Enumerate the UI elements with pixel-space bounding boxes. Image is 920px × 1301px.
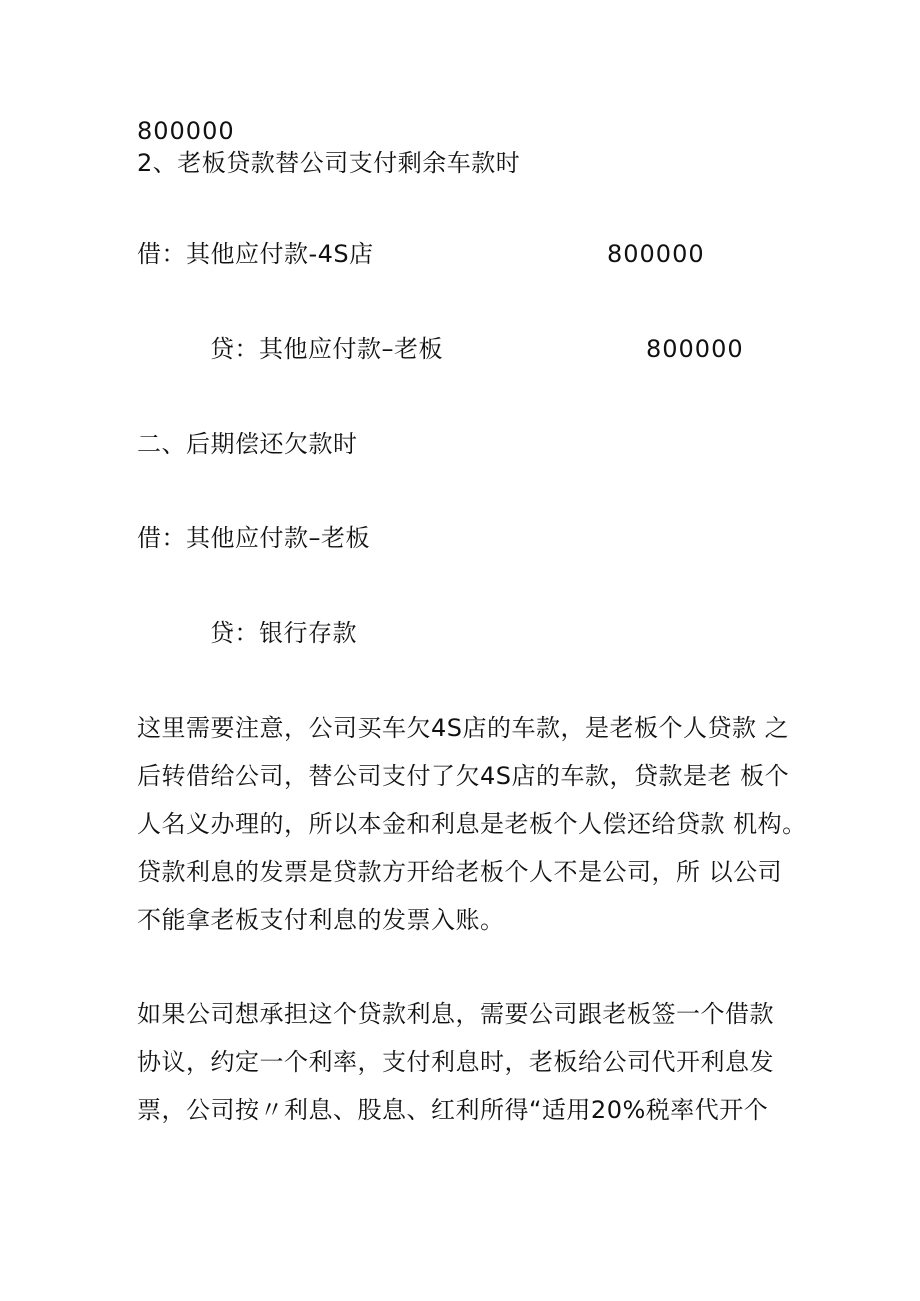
paragraph-line: 这里需要注意，公司买车欠4S店的车款，是老板个人贷款 之 [137,714,790,742]
note-paragraph [137,713,807,953]
paragraph-line: 协议，约定一个利率，支付利息时，老板给公司代开利息发 [137,1048,774,1076]
paragraph-line: 贷款利息的发票是贷款方开给老板个人不是公司，所 以公司 [137,858,783,886]
paragraph-line: 如果公司想承担这个贷款利息，需要公司跟老板签一个借款 [137,1000,774,1028]
entry2-credit-label: 贷：银行存款 [210,619,357,647]
paragraph-line: 不能拿老板支付利息的发票入账。 [137,906,505,934]
heading-2: 2、老板贷款替公司支付剩余车款时 [137,149,521,177]
paragraph-line: 后转借给公司，替公司支付了欠4S店的车款，贷款是老 板个 [137,762,790,790]
paragraph-line: 人名义办理的，所以本金和利息是老板个人偿还给贷款 机构。 [137,810,807,838]
interest-paragraph [137,999,797,1143]
entry1-debit-label: 借：其他应付款-4S店 [137,240,374,268]
entry1-debit-amount: 800000 [607,240,705,268]
entry1-credit-label: 贷：其他应付款–老板 [210,335,443,363]
section-title: 二、后期偿还欠款时 [137,430,358,458]
paragraph-line: 票，公司按〃利息、股息、红利所得“适用20%税率代开个 [137,1096,769,1124]
entry1-credit-amount: 800000 [646,335,744,363]
entry2-debit-label: 借：其他应付款–老板 [137,524,370,552]
top-amount: 800000 [137,117,235,145]
